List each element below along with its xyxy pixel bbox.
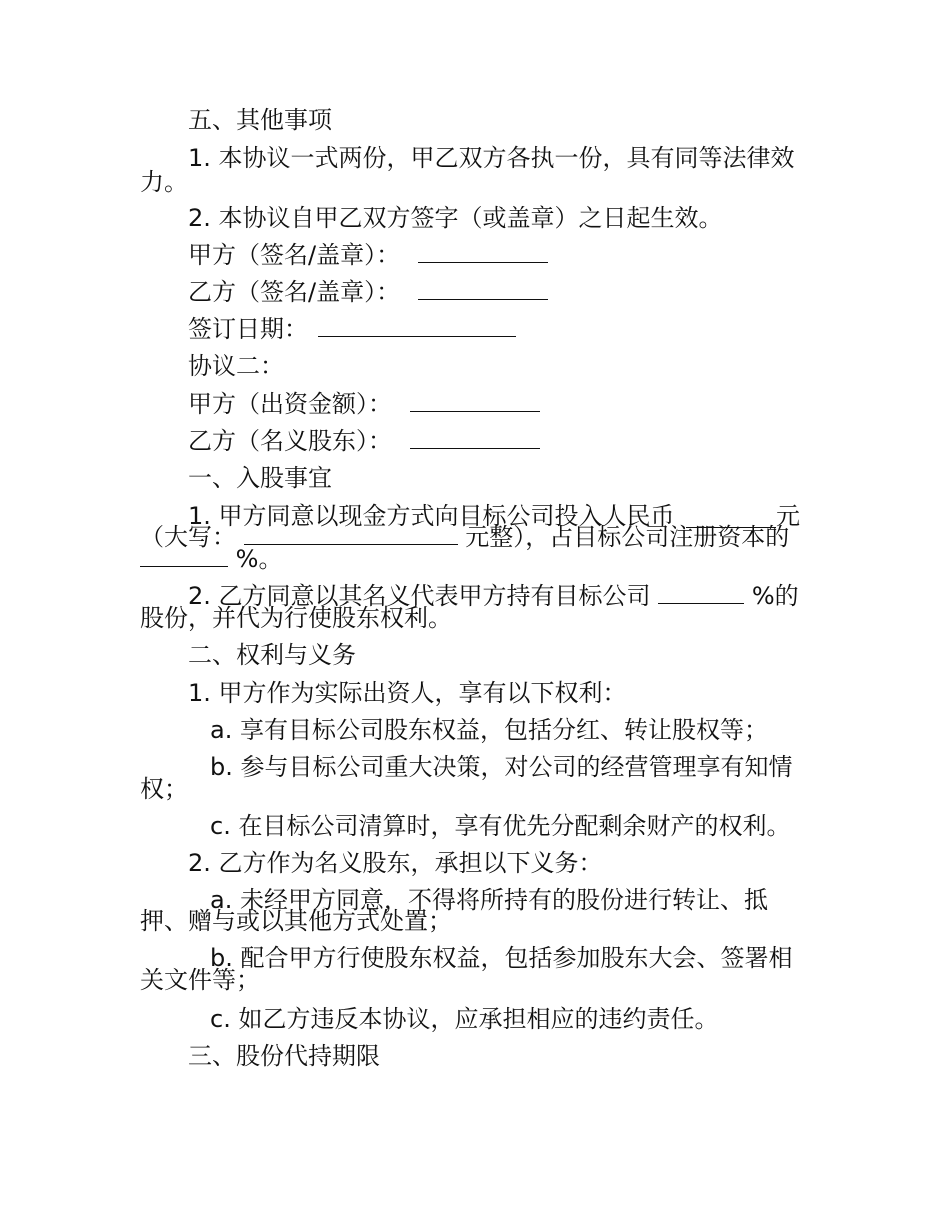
section1-item2-suffix: %的 — [751, 582, 799, 610]
section5-heading: 五、其他事项 — [188, 106, 332, 134]
section1-item2-text: 2. 乙方同意以其名义代表甲方持有目标公司 — [188, 582, 651, 610]
holding-percent-blank — [658, 583, 744, 604]
section1-item1-text: 1. 甲方同意以现金方式向目标公司投入人民币 — [188, 502, 675, 530]
section1-item1-line3 — [140, 546, 282, 572]
agreement2-party-a-label: 甲方（出资金额）： — [188, 390, 392, 418]
section1-item1-percent: %。 — [235, 545, 283, 573]
party-b-signature-label: 乙方（签名/盖章）： — [188, 278, 401, 306]
section2-right-b-line2: 权； — [140, 775, 188, 803]
section1-item1-yuan: 元 — [776, 502, 800, 530]
section2-duty-c: c. 如乙方违反本协议，应承担相应的违约责任。 — [210, 1005, 719, 1033]
section5-item1-line1: 1. 本协议一式两份，甲乙双方各执一份，具有同等法律效 — [188, 144, 795, 172]
section2-duty-a-line1: a. 未经甲方同意，不得将所持有的股份进行转让、抵 — [210, 886, 768, 914]
agreement2-party-b-blank — [410, 428, 540, 449]
section2-duty-b-line1: b. 配合甲方行使股东权益，包括参加股东大会、签署相 — [210, 944, 793, 972]
agreement2-party-b-label: 乙方（名义股东）： — [188, 427, 392, 455]
section1-item2-line2: 股份，并代为行使股东权利。 — [140, 604, 452, 632]
sign-date-line — [188, 316, 516, 342]
party-a-signature-blank — [418, 242, 548, 263]
section1-item1-part2: 元整），占目标公司注册资本的 — [465, 523, 790, 551]
agreement2-party-a-blank — [410, 391, 540, 412]
section2-right-b-line1: b. 参与目标公司重大决策，对公司的经营管理享有知情 — [210, 753, 793, 781]
section2-right-a: a. 享有目标公司股东权益，包括分红、转让股权等； — [210, 716, 768, 744]
party-a-signature-label: 甲方（签名/盖章）： — [188, 241, 401, 269]
sign-date-blank — [318, 316, 516, 337]
section3-heading: 三、股份代持期限 — [188, 1042, 380, 1070]
agreement2-party-a-line — [188, 391, 540, 417]
section5-item2: 2. 本协议自甲乙双方签字（或盖章）之日起生效。 — [188, 204, 723, 232]
section2-item2: 2. 乙方作为名义股东，承担以下义务： — [188, 849, 603, 877]
section2-duty-a-line2: 押、赠与或以其他方式处置； — [140, 907, 452, 935]
party-b-signature-line — [188, 279, 548, 305]
party-a-signature-line — [188, 242, 548, 268]
agreement2-party-b-line — [188, 428, 540, 454]
sign-date-label: 签订日期： — [188, 315, 308, 343]
section1-heading: 一、入股事宜 — [188, 464, 332, 492]
section2-right-c: c. 在目标公司清算时，享有优先分配剩余财产的权利。 — [210, 812, 791, 840]
section2-duty-b-line2: 关文件等； — [140, 966, 260, 994]
section5-item1-line2: 力。 — [140, 168, 188, 196]
party-b-signature-blank — [418, 279, 548, 300]
section1-item1-paren: （大写： — [140, 523, 236, 551]
agreement2-title: 协议二： — [188, 352, 284, 380]
section2-heading: 二、权利与义务 — [188, 641, 356, 669]
section2-item1: 1. 甲方作为实际出资人，享有以下权利： — [188, 679, 627, 707]
capital-percent-blank — [140, 546, 228, 567]
amount-in-words-blank — [244, 524, 458, 545]
